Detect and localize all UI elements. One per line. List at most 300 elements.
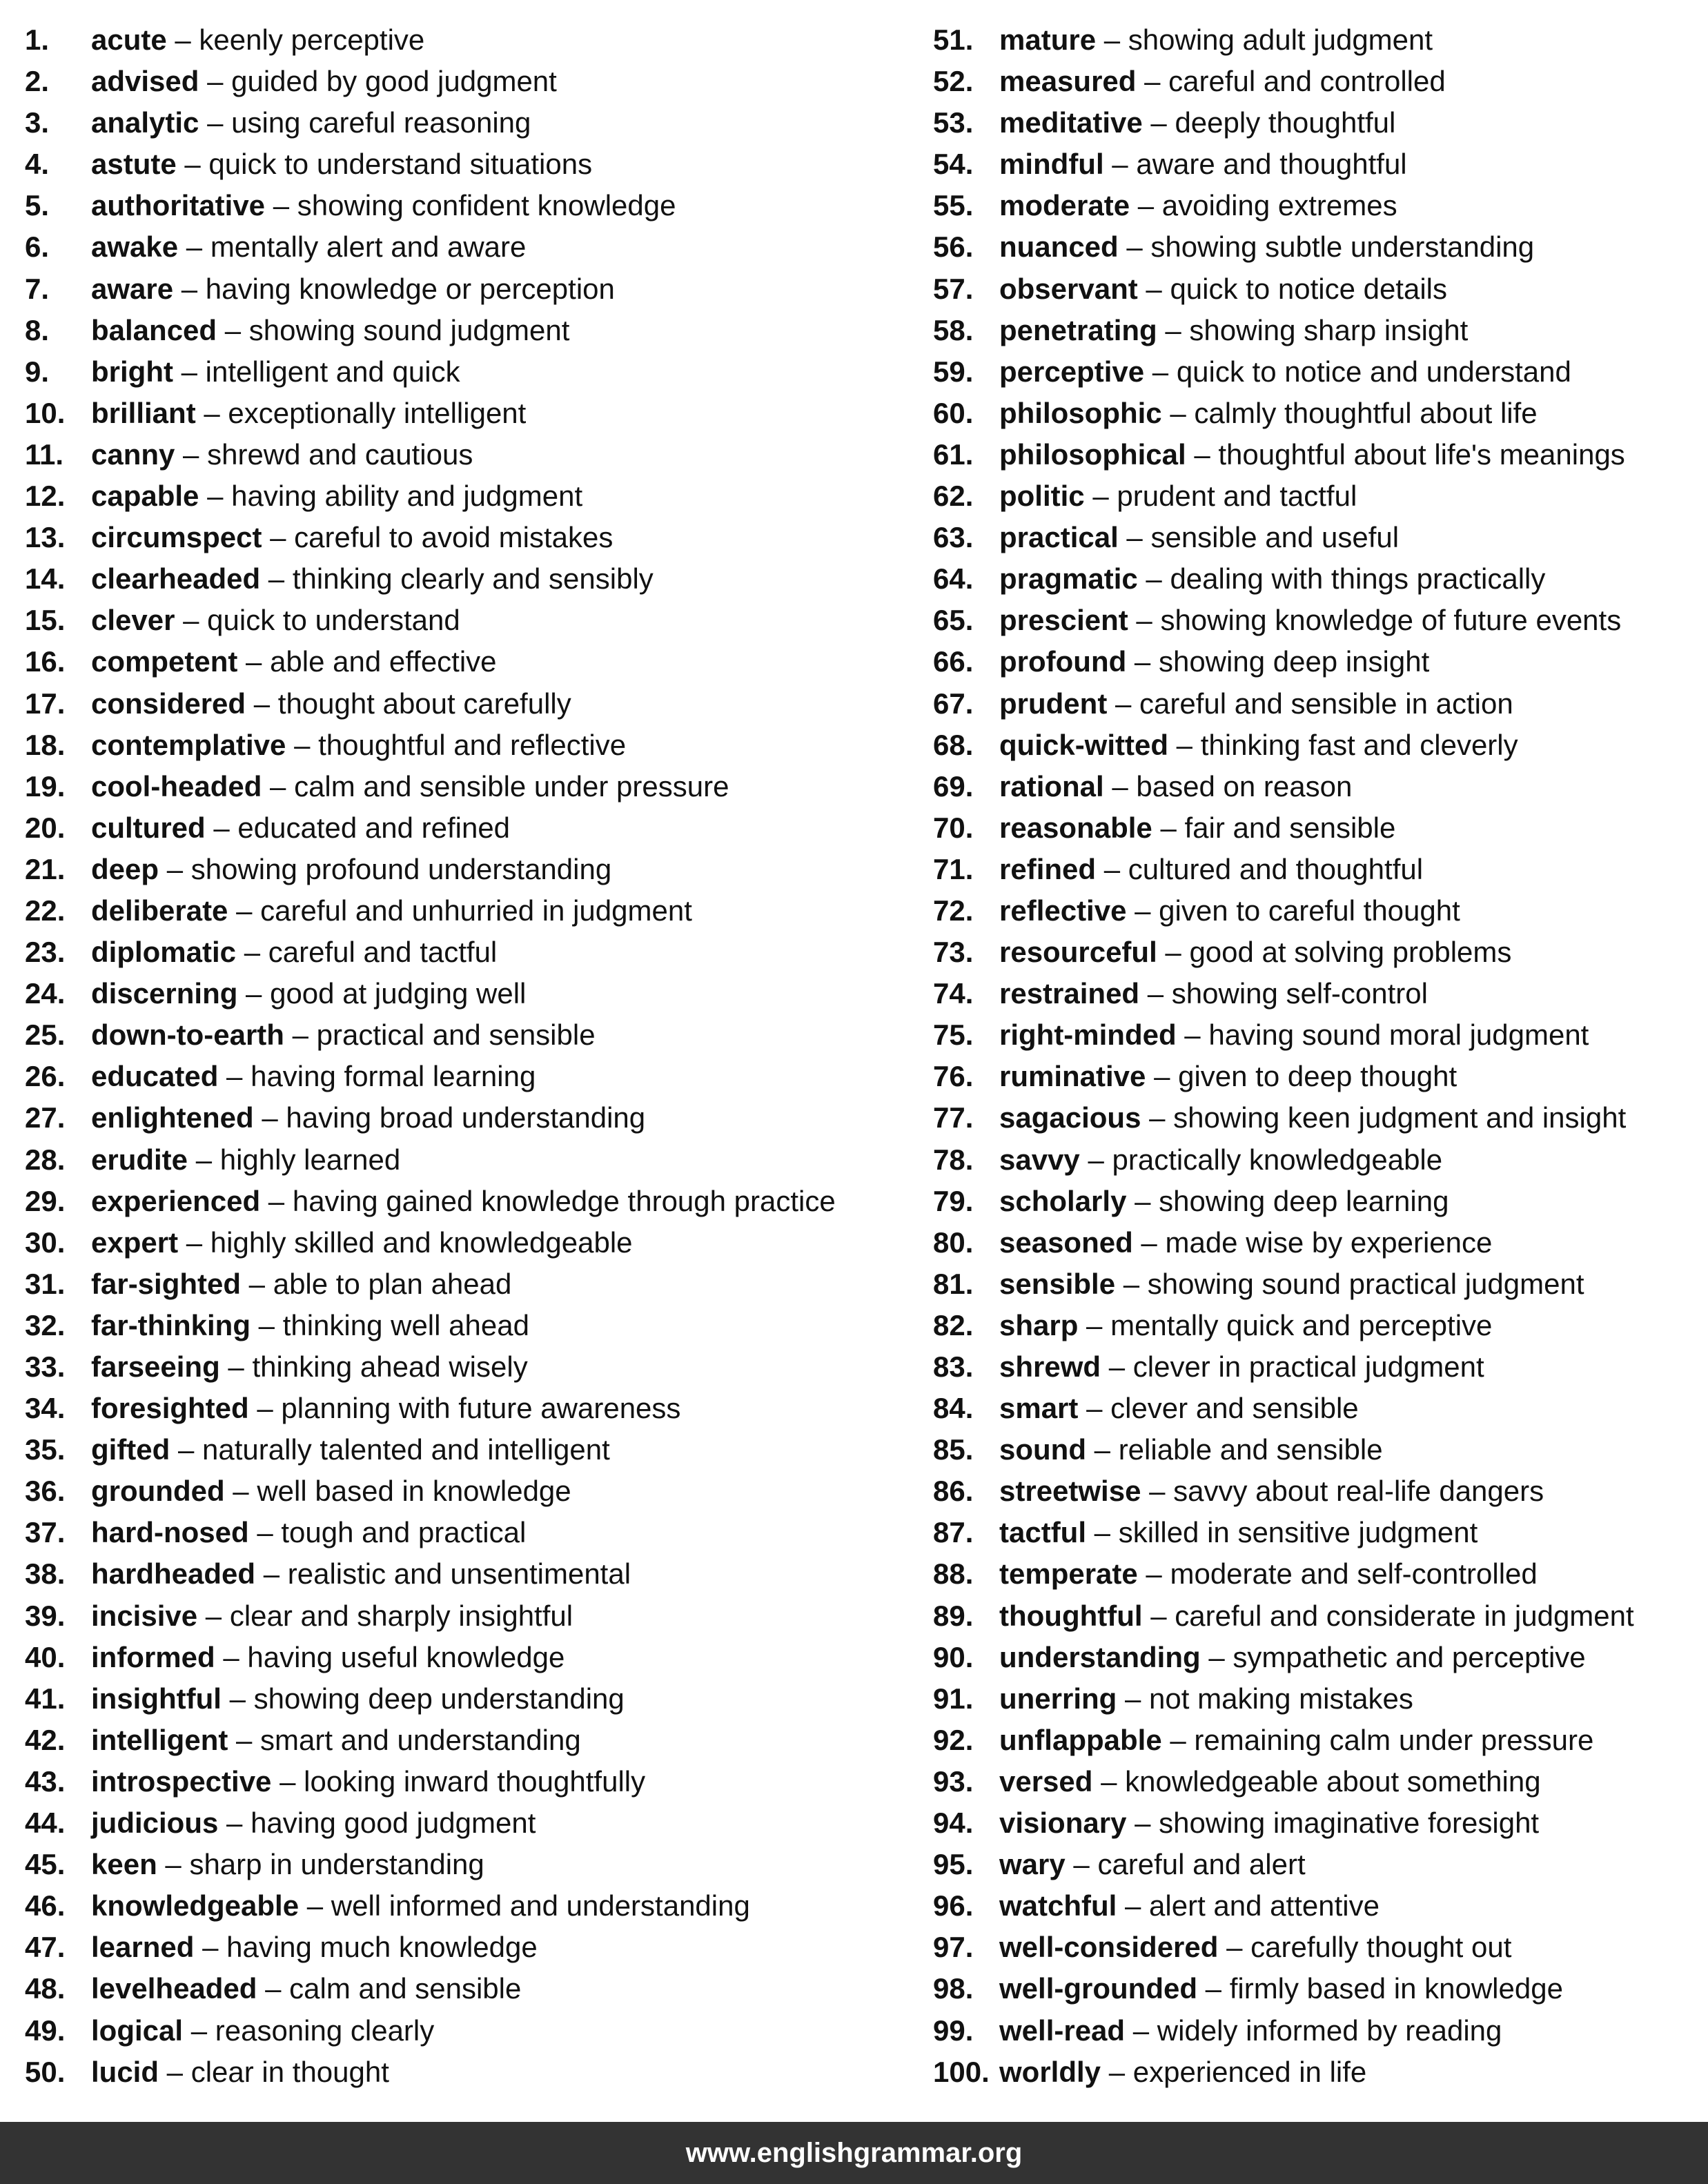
item-number: 21. [25,852,66,885]
list-item [25,1429,915,1470]
item-definition: thinking ahead wisely [252,1350,528,1383]
word-list-left-column [25,19,915,2093]
item-word: discerning [91,977,238,1010]
item-number: 91. [933,1682,974,1715]
item-number: 92. [933,1723,974,1756]
item-word: watchful [999,1889,1117,1922]
item-word: resourceful [999,936,1157,969]
item-separator: – [1141,1101,1174,1134]
item-definition: avoiding extremes [1161,189,1397,222]
item-definition: highly skilled and knowledgeable [210,1226,633,1259]
item-separator: – [178,1226,210,1259]
item-separator: – [1079,1143,1112,1176]
item-separator: – [1118,521,1151,554]
list-item [25,1720,915,1761]
item-number: 29. [25,1184,66,1217]
list-item [25,2052,915,2093]
item-word: nuanced [999,230,1119,264]
item-separator: – [1157,936,1190,969]
item-number: 2. [25,65,50,98]
item-definition: calm and sensible [289,1972,522,2005]
item-separator: – [1065,1848,1098,1881]
item-separator: – [1092,1764,1126,1798]
item-number: 100. [933,2055,990,2088]
item-separator: – [1103,769,1137,803]
item-number: 85. [933,1433,974,1466]
item-number: 65. [933,604,974,637]
item-word: experienced [91,1184,261,1217]
item-word: observant [999,272,1138,305]
item-word: introspective [91,1764,272,1798]
item-word: incisive [91,1599,198,1632]
item-number: 38. [25,1557,66,1591]
item-number: 86. [933,1475,974,1508]
list-item [933,1097,1699,1139]
list-item [25,725,915,766]
item-definition: showing deep learning [1159,1184,1449,1217]
item-separator: – [246,687,278,720]
item-word: analytic [91,106,199,139]
list-item [933,1512,1699,1553]
list-item [25,393,915,434]
item-definition: showing deep understanding [253,1682,625,1715]
item-number: 64. [933,562,974,596]
item-number: 57. [933,272,974,305]
item-definition: showing imaginative foresight [1159,1807,1540,1840]
item-number: 70. [933,811,974,844]
item-definition: having knowledge or perception [205,272,615,305]
item-definition: skilled in sensitive judgment [1118,1516,1478,1549]
item-definition: calmly thoughtful about life [1194,396,1538,429]
item-number: 99. [933,2014,974,2047]
item-definition: realistic and unsentimental [287,1557,631,1591]
list-item [933,1637,1699,1678]
item-separator: – [1101,2055,1133,2088]
item-number: 16. [25,645,66,678]
item-word: authoritative [91,189,266,222]
list-item [933,1139,1699,1181]
item-separator: – [284,1019,317,1052]
item-number: 34. [25,1392,66,1425]
item-separator: – [1103,148,1137,181]
item-word: reasonable [999,811,1152,844]
item-number: 53. [933,106,974,139]
item-number: 19. [25,769,66,803]
item-definition: deeply thoughtful [1175,106,1396,139]
list-item [25,1678,915,1720]
item-separator: – [1186,437,1219,471]
list-item [25,849,915,890]
item-word: astute [91,148,177,181]
list-item [25,1595,915,1637]
item-separator: – [1125,2014,1157,2047]
list-item [933,973,1699,1014]
item-definition: careful to avoid mistakes [294,521,613,554]
item-word: grounded [91,1475,225,1508]
item-separator: – [236,936,268,969]
list-item [25,185,915,226]
list-item [25,2010,915,2052]
list-item [933,1305,1699,1346]
item-definition: showing self-control [1171,977,1428,1010]
item-number: 59. [933,355,974,388]
item-definition: aware and thoughtful [1136,148,1407,181]
item-number: 18. [25,728,66,761]
item-separator: – [228,894,261,927]
item-separator: – [237,977,271,1010]
item-separator: – [299,1889,331,1922]
item-number: 31. [25,1267,66,1300]
item-separator: – [1144,355,1177,388]
item-separator: – [1101,1350,1133,1383]
list-item [25,932,915,973]
item-number: 52. [933,65,974,98]
list-item [25,641,915,682]
item-word: considered [91,687,246,720]
item-word: insightful [91,1682,222,1715]
item-separator: – [1141,1475,1174,1508]
item-separator: – [215,1640,248,1673]
list-item [933,185,1699,226]
item-number: 51. [933,23,974,56]
item-separator: – [271,1764,304,1798]
item-definition: highly learned [219,1143,401,1176]
item-word: down-to-earth [91,1019,284,1052]
item-separator: – [265,189,297,222]
item-word: wary [999,1848,1066,1881]
item-word: practical [999,521,1119,554]
footer-website-link[interactable]: www.englishgrammar.org [685,2137,1023,2168]
item-definition: exceptionally intelligent [228,396,527,429]
list-item [25,1139,915,1181]
item-definition: intelligent and quick [205,355,460,388]
item-separator: – [1078,1308,1111,1341]
item-number: 61. [933,437,974,471]
list-item [25,973,915,1014]
list-item [933,766,1699,807]
list-item [25,766,915,807]
item-number: 11. [25,437,64,471]
list-item [933,434,1699,475]
list-item [25,517,915,558]
item-number: 93. [933,1764,974,1798]
item-separator: – [159,852,191,885]
item-number: 75. [933,1019,974,1052]
item-separator: – [1078,1392,1111,1425]
item-number: 55. [933,189,974,222]
list-item [933,1885,1699,1927]
item-separator: – [199,106,232,139]
item-separator: – [205,811,238,844]
list-item [933,1263,1699,1305]
item-definition: having ability and judgment [231,480,583,513]
item-word: judicious [91,1807,219,1840]
item-separator: – [1096,23,1128,56]
item-number: 88. [933,1557,974,1591]
item-number: 68. [933,728,974,761]
list-item [25,102,915,144]
list-item [933,1222,1699,1263]
item-separator: – [176,148,209,181]
item-word: lucid [91,2055,159,2088]
item-number: 26. [25,1060,66,1093]
item-definition: shrewd and cautious [207,437,473,471]
item-word: enlightened [91,1101,254,1134]
item-number: 30. [25,1226,66,1259]
item-number: 82. [933,1308,974,1341]
item-word: far-thinking [91,1308,251,1341]
item-number: 20. [25,811,66,844]
item-definition: showing sound practical judgment [1147,1267,1584,1300]
list-item [25,310,915,351]
item-number: 50. [25,2055,66,2088]
item-definition: careful and alert [1097,1848,1306,1881]
item-number: 46. [25,1889,66,1922]
item-definition: good at solving problems [1189,936,1512,969]
list-item [25,1470,915,1512]
item-separator: – [1086,1433,1119,1466]
item-definition: showing subtle understanding [1150,230,1535,264]
item-word: well-considered [999,1931,1219,1964]
list-item [933,890,1699,932]
item-word: erudite [91,1143,188,1176]
list-item [933,1429,1699,1470]
item-word: well-grounded [999,1972,1197,2005]
item-word: levelheaded [91,1972,257,2005]
item-word: hard-nosed [91,1516,249,1549]
item-separator: – [1126,645,1159,678]
item-number: 35. [25,1433,66,1466]
item-separator: – [1142,106,1175,139]
item-separator: – [195,396,228,429]
list-item [25,1263,915,1305]
item-definition: thought about carefully [277,687,571,720]
item-separator: – [159,2055,191,2088]
item-word: thoughtful [999,1599,1143,1632]
item-separator: – [248,1516,282,1549]
item-definition: keenly perceptive [199,23,425,56]
item-number: 33. [25,1350,66,1383]
list-item [25,1761,915,1802]
item-definition: careful and unhurried in judgment [260,894,692,927]
list-item [933,1553,1699,1595]
item-separator: – [1132,1226,1166,1259]
item-number: 43. [25,1764,66,1798]
list-item [25,1885,915,1927]
item-separator: – [1200,1640,1233,1673]
item-word: unflappable [999,1723,1162,1756]
item-definition: having gained knowledge through practice [292,1184,836,1217]
item-number: 78. [933,1143,974,1176]
item-number: 28. [25,1143,66,1176]
item-number: 76. [933,1060,974,1093]
footer-bar [0,2122,1708,2184]
item-definition: carefully thought out [1250,1931,1512,1964]
item-word: perceptive [999,355,1145,388]
list-item [933,932,1699,973]
item-word: knowledgeable [91,1889,300,1922]
list-item [25,1388,915,1429]
list-item [25,807,915,849]
item-separator: – [224,1475,257,1508]
item-number: 23. [25,936,66,969]
item-word: expert [91,1226,179,1259]
list-item [25,1512,915,1553]
list-item [933,226,1699,268]
item-number: 81. [933,1267,974,1300]
item-number: 8. [25,313,50,346]
item-separator: – [1161,396,1195,429]
item-number: 77. [933,1101,974,1134]
item-word: quick-witted [999,728,1169,761]
item-number: 39. [25,1599,66,1632]
item-word: hardheaded [91,1557,256,1591]
item-word: profound [999,645,1127,678]
list-item [933,1844,1699,1885]
item-number: 69. [933,769,974,803]
item-number: 97. [933,1931,974,1964]
item-definition: thinking fast and cleverly [1200,728,1518,761]
item-definition: not making mistakes [1149,1682,1413,1715]
item-number: 67. [933,687,974,720]
item-definition: practically knowledgeable [1112,1143,1443,1176]
item-separator: – [228,1723,261,1756]
item-definition: quick to notice details [1170,272,1448,305]
item-definition: careful and sensible in action [1139,687,1513,720]
item-word: farseeing [91,1350,220,1383]
item-number: 96. [933,1889,974,1922]
list-item [25,1844,915,1885]
item-separator: – [1137,562,1170,596]
list-item [933,1927,1699,1968]
list-item [25,1637,915,1678]
item-separator: – [1152,811,1185,844]
item-word: savvy [999,1143,1080,1176]
item-definition: dealing with things practically [1170,562,1546,596]
item-word: clearheaded [91,562,261,596]
item-number: 62. [933,480,974,513]
item-number: 36. [25,1475,66,1508]
item-definition: showing sound judgment [248,313,570,346]
item-number: 42. [25,1723,66,1756]
item-separator: – [1128,604,1161,637]
item-separator: – [175,604,208,637]
item-definition: thoughtful about life's meanings [1218,437,1625,471]
item-separator: – [1161,1723,1195,1756]
item-separator: – [1118,230,1151,264]
item-word: far-sighted [91,1267,242,1300]
list-item [25,1097,915,1139]
item-word: logical [91,2014,184,2047]
item-definition: quick to notice and understand [1176,355,1571,388]
item-word: sharp [999,1308,1079,1341]
item-number: 7. [25,272,50,305]
item-word: awake [91,230,179,264]
list-item [933,1678,1699,1720]
item-separator: – [1117,1889,1150,1922]
item-number: 1. [25,23,50,56]
item-definition: having much knowledge [226,1931,538,1964]
item-definition: thinking clearly and sensibly [292,562,654,596]
item-definition: having broad understanding [286,1101,646,1134]
item-separator: – [260,1184,293,1217]
item-word: advised [91,65,199,98]
item-definition: showing deep insight [1158,645,1430,678]
item-definition: having useful knowledge [247,1640,565,1673]
item-definition: having good judgment [251,1807,536,1840]
list-item [25,1305,915,1346]
item-definition: showing adult judgment [1128,23,1433,56]
item-definition: tough and practical [281,1516,527,1549]
item-number: 49. [25,2014,66,2047]
item-number: 10. [25,396,66,429]
item-word: smart [999,1392,1079,1425]
list-item [25,61,915,102]
item-separator: – [221,1682,254,1715]
list-item [25,558,915,600]
list-item [933,1595,1699,1637]
item-separator: – [178,230,210,264]
item-word: shrewd [999,1350,1101,1383]
item-word: bright [91,355,173,388]
list-item [25,226,915,268]
item-separator: – [262,769,295,803]
item-word: competent [91,645,238,678]
item-separator: – [1137,272,1170,305]
item-separator: – [219,1350,253,1383]
item-definition: given to careful thought [1159,894,1460,927]
item-definition: smart and understanding [260,1723,581,1756]
item-separator: – [218,1060,251,1093]
item-number: 41. [25,1682,66,1715]
item-word: mature [999,23,1097,56]
item-separator: – [1096,852,1128,885]
item-word: right-minded [999,1019,1177,1052]
item-word: diplomatic [91,936,237,969]
item-word: capable [91,480,199,513]
item-separator: – [218,1807,251,1840]
item-separator: – [1086,1516,1119,1549]
list-item [933,2052,1699,2093]
item-separator: – [1157,313,1190,346]
item-separator: – [183,2014,215,2047]
item-definition: careful and considerate in judgment [1175,1599,1634,1632]
item-definition: having sound moral judgment [1208,1019,1589,1052]
item-definition: well informed and understanding [331,1889,750,1922]
item-word: temperate [999,1557,1138,1591]
item-word: rational [999,769,1104,803]
item-definition: practical and sensible [316,1019,596,1052]
item-word: reflective [999,894,1127,927]
item-word: learned [91,1931,195,1964]
item-separator: – [199,65,232,98]
item-number: 13. [25,521,66,554]
item-word: politic [999,480,1085,513]
item-word: refined [999,852,1097,885]
item-definition: quick to understand situations [208,148,593,181]
list-item [933,351,1699,393]
item-word: aware [91,272,174,305]
item-definition: naturally talented and intelligent [202,1433,610,1466]
list-item [933,144,1699,185]
list-item [25,890,915,932]
list-item [25,144,915,185]
item-number: 4. [25,148,50,181]
item-definition: showing sharp insight [1189,313,1469,346]
list-item [933,849,1699,890]
item-separator: – [1136,65,1169,98]
list-item [933,558,1699,600]
